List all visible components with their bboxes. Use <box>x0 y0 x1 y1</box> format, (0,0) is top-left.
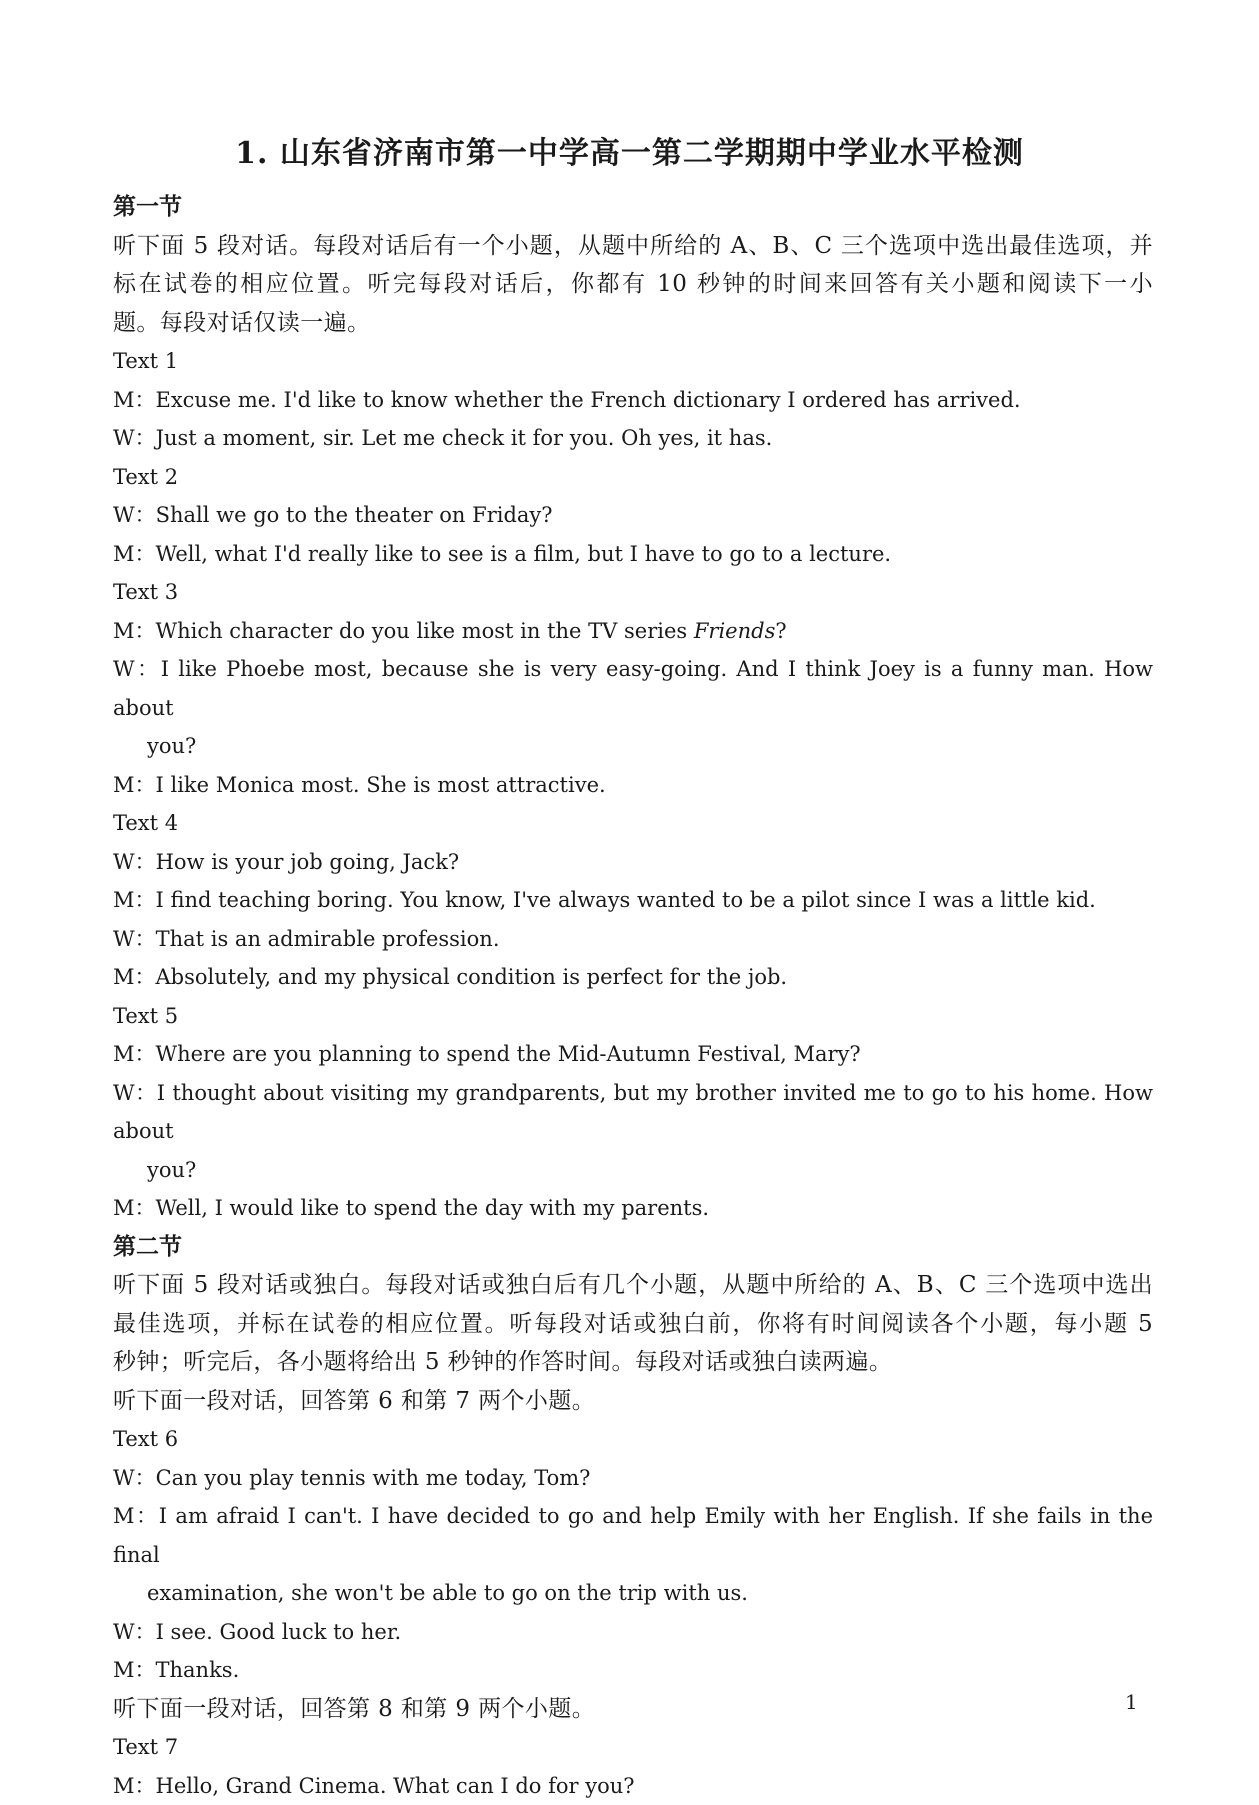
document-body <box>113 188 1153 1805</box>
dialogue-line: W：Shall we go to the theater on Friday? <box>113 496 1153 535</box>
dialogue-line: W：I see. Good luck to her. <box>113 1613 1153 1652</box>
dialogue-line: W：Just a moment, sir. Let me check it for you. Oh yes, it has. <box>113 419 1153 458</box>
dialogue-line: W：How is your job going, Jack? <box>113 843 1153 882</box>
dialogue-continuation: you? <box>113 1151 1153 1190</box>
dialogue-continuation: you? <box>113 727 1153 766</box>
dialogue-line: W：I like Phoebe most, because she is very easy-going. And I think Joey is a funny man. How about <box>113 650 1153 727</box>
dialogue-line: M：I am afraid I can't. I have decided to go and help Emily with her English. If she fails in the final <box>113 1497 1153 1574</box>
text-label: Text 5 <box>113 997 1153 1036</box>
section-2-instruction-line: 秒钟；听完后，各小题将给出 5 秒钟的作答时间。每段对话或独白读两遍。 <box>113 1343 1153 1382</box>
dialogue-line: M：Hello, Grand Cinema. What can I do for you? <box>113 1767 1153 1805</box>
dialogue-line: M：Well, I would like to spend the day with my parents. <box>113 1189 1153 1228</box>
section-2-heading: 第二节 <box>113 1228 1153 1267</box>
dialogue-line: W：That is an admirable profession. <box>113 920 1153 959</box>
dialogue-continuation: examination, she won't be able to go on the trip with us. <box>113 1574 1153 1613</box>
text-label: Text 7 <box>113 1728 1153 1767</box>
dialogue-line: M：Absolutely, and my physical condition is perfect for the job. <box>113 958 1153 997</box>
dialogue-text: ? <box>775 619 786 643</box>
page-title: 1. 山东省济南市第一中学高一第二学期期中学业水平检测 <box>0 128 1259 172</box>
dialogue-line: M：Excuse me. I'd like to know whether the French dictionary I ordered has arrived. <box>113 381 1153 420</box>
text-label: Text 2 <box>113 458 1153 497</box>
text-label: Text 6 <box>113 1420 1153 1459</box>
dialogue-line <box>113 612 1153 651</box>
dialogue-text: M：Which character do you like most in the TV series <box>113 619 694 643</box>
text-label: Text 3 <box>113 573 1153 612</box>
dialogue-line: W：Can you play tennis with me today, Tom? <box>113 1459 1153 1498</box>
question-prompt: 听下面一段对话，回答第 8 和第 9 两个小题。 <box>113 1690 1153 1729</box>
dialogue-line: M：Thanks. <box>113 1651 1153 1690</box>
section-2-instruction-line: 最佳选项，并标在试卷的相应位置。听每段对话或独白前，你将有时间阅读各个小题，每小题 5 <box>113 1305 1153 1344</box>
dialogue-line: M：I like Monica most. She is most attractive. <box>113 766 1153 805</box>
dialogue-line: W：I thought about visiting my grandparents, but my brother invited me to go to his home. How about <box>113 1074 1153 1151</box>
section-1-heading: 第一节 <box>113 188 1153 227</box>
dialogue-line: M：Where are you planning to spend the Mid-Autumn Festival, Mary? <box>113 1035 1153 1074</box>
text-label: Text 1 <box>113 342 1153 381</box>
dialogue-line: M：Well, what I'd really like to see is a film, but I have to go to a lecture. <box>113 535 1153 574</box>
text-label: Text 4 <box>113 804 1153 843</box>
section-1-instruction-line: 题。每段对话仅读一遍。 <box>113 304 1153 343</box>
section-1-instruction-line: 听下面 5 段对话。每段对话后有一个小题，从题中所给的 A、B、C 三个选项中选出最佳选项，并 <box>113 227 1153 266</box>
dialogue-line: M：I find teaching boring. You know, I've always wanted to be a pilot since I was a little kid. <box>113 881 1153 920</box>
question-prompt: 听下面一段对话，回答第 6 和第 7 两个小题。 <box>113 1382 1153 1421</box>
section-2-instruction-line: 听下面 5 段对话或独白。每段对话或独白后有几个小题，从题中所给的 A、B、C 三个选项中选出 <box>113 1266 1153 1305</box>
section-1-instruction-line: 标在试卷的相应位置。听完每段对话后，你都有 10 秒钟的时间来回答有关小题和阅读下一小 <box>113 265 1153 304</box>
page-number: 1 <box>1125 1690 1138 1714</box>
italic-title: Friends <box>694 619 776 643</box>
